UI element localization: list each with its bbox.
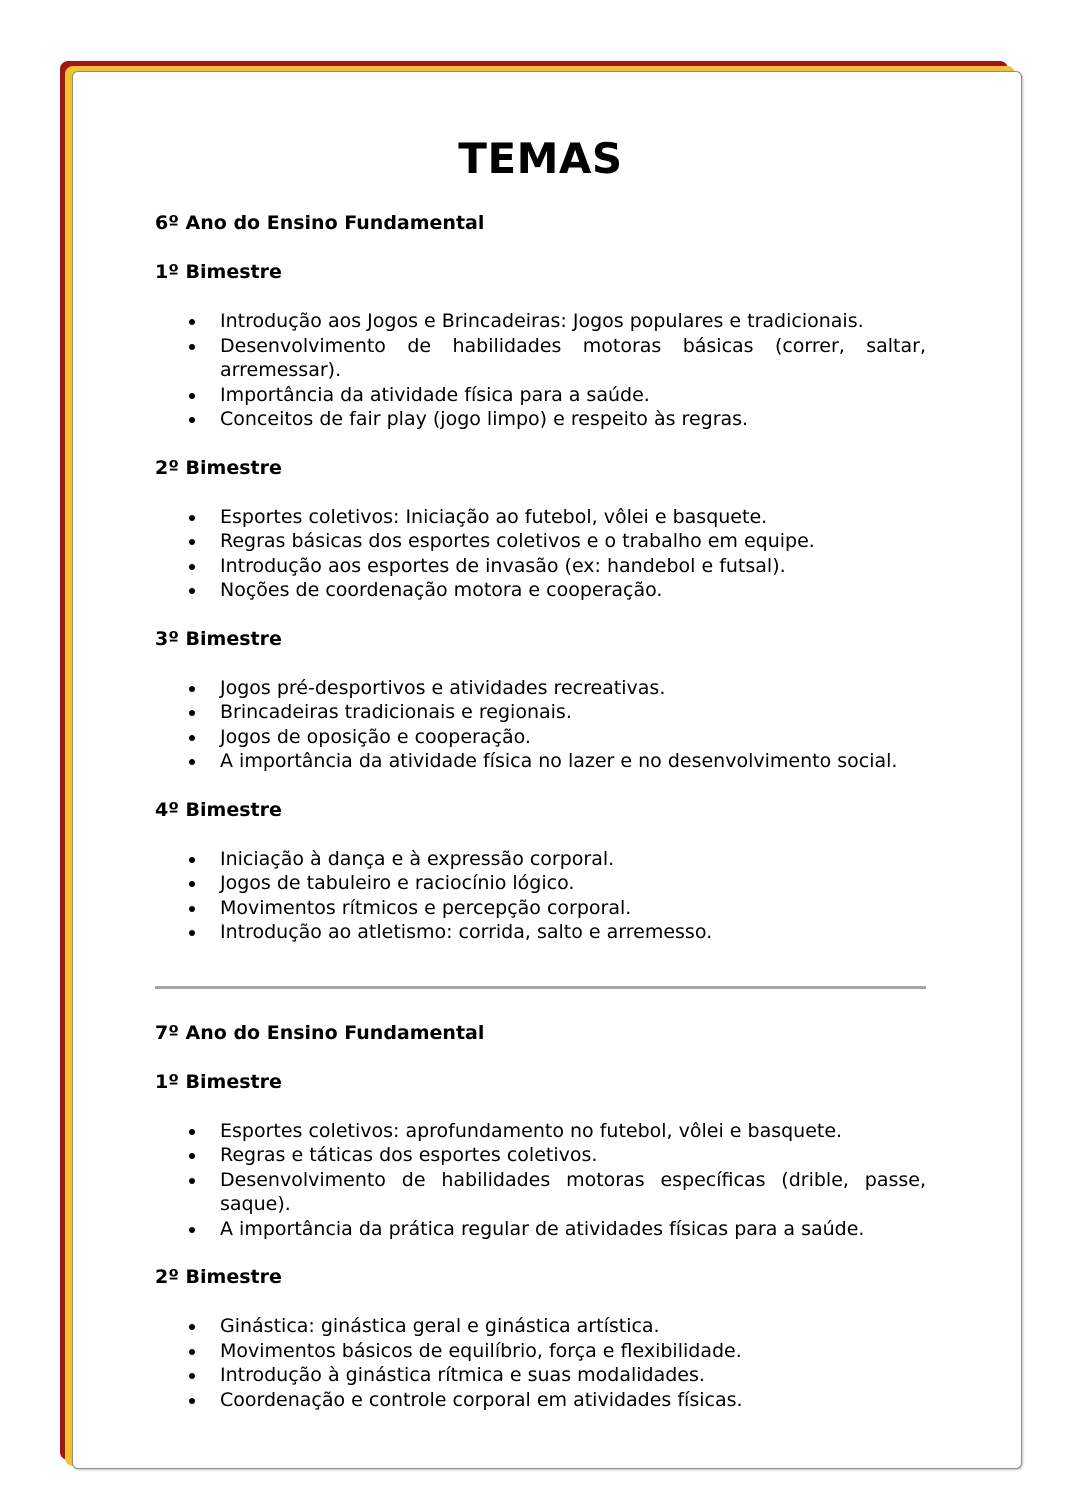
topic-list [155, 505, 926, 603]
list-item: Introdução à ginástica rítmica e suas modalidades. [220, 1363, 926, 1388]
topic-list [155, 1119, 926, 1242]
list-item: Jogos pré-desportivos e atividades recreativas. [220, 676, 926, 701]
list-item: Movimentos rítmicos e percepção corporal. [220, 896, 926, 921]
year-section-7 [155, 1020, 926, 1413]
section-divider [155, 986, 926, 989]
list-item: Conceitos de fair play (jogo limpo) e respeito às regras. [220, 407, 926, 432]
page-title: TEMAS [458, 134, 623, 183]
document-content [155, 130, 926, 1412]
topic-list [155, 309, 926, 432]
list-item: Brincadeiras tradicionais e regionais. [220, 700, 926, 725]
list-item: Regras básicas dos esportes coletivos e o trabalho em equipe. [220, 529, 926, 554]
bimestre-heading: 1º Bimestre [155, 261, 282, 283]
topic-list [155, 676, 926, 774]
bimestre-heading: 1º Bimestre [155, 1070, 282, 1093]
topic-list [155, 1314, 926, 1412]
topic-list [155, 847, 926, 945]
year-heading: 6º Ano do Ensino Fundamental [155, 212, 485, 234]
list-item: A importância da atividade física no lazer e no desenvolvimento social. [220, 749, 926, 774]
list-item: Esportes coletivos: aprofundamento no futebol, vôlei e basquete. [220, 1119, 926, 1144]
bimestre-heading: 4º Bimestre [155, 798, 282, 821]
list-item: Importância da atividade física para a saúde. [220, 383, 926, 408]
list-item: Introdução ao atletismo: corrida, salto e arremesso. [220, 920, 926, 945]
year-heading: 7º Ano do Ensino Fundamental [155, 1021, 485, 1044]
list-item: Iniciação à dança e à expressão corporal. [220, 847, 926, 872]
list-item: Coordenação e controle corporal em atividades físicas. [220, 1388, 926, 1413]
list-item: Regras e táticas dos esportes coletivos. [220, 1143, 926, 1168]
list-item: Ginástica: ginástica geral e ginástica artística. [220, 1314, 926, 1339]
list-item: Introdução aos Jogos e Brincadeiras: Jogos populares e tradicionais. [220, 309, 926, 334]
bimestre-heading: 3º Bimestre [155, 627, 282, 650]
list-item: A importância da prática regular de atividades físicas para a saúde. [220, 1217, 926, 1242]
bimestre-heading: 2º Bimestre [155, 456, 282, 479]
list-item: Desenvolvimento de habilidades motoras específicas (drible, passe, saque). [220, 1168, 926, 1215]
bimestre-heading: 2º Bimestre [155, 1266, 282, 1288]
list-item: Esportes coletivos: Iniciação ao futebol, vôlei e basquete. [220, 505, 926, 530]
list-item: Jogos de oposição e cooperação. [220, 725, 926, 750]
list-item: Noções de coordenação motora e cooperação. [220, 578, 926, 603]
list-item: Introdução aos esportes de invasão (ex: handebol e futsal). [220, 554, 926, 579]
list-item: Desenvolvimento de habilidades motoras básicas (correr, saltar, arremessar). [220, 334, 926, 381]
list-item: Movimentos básicos de equilíbrio, força e flexibilidade. [220, 1339, 926, 1364]
list-item: Jogos de tabuleiro e raciocínio lógico. [220, 871, 926, 896]
year-section-6 [155, 210, 926, 945]
